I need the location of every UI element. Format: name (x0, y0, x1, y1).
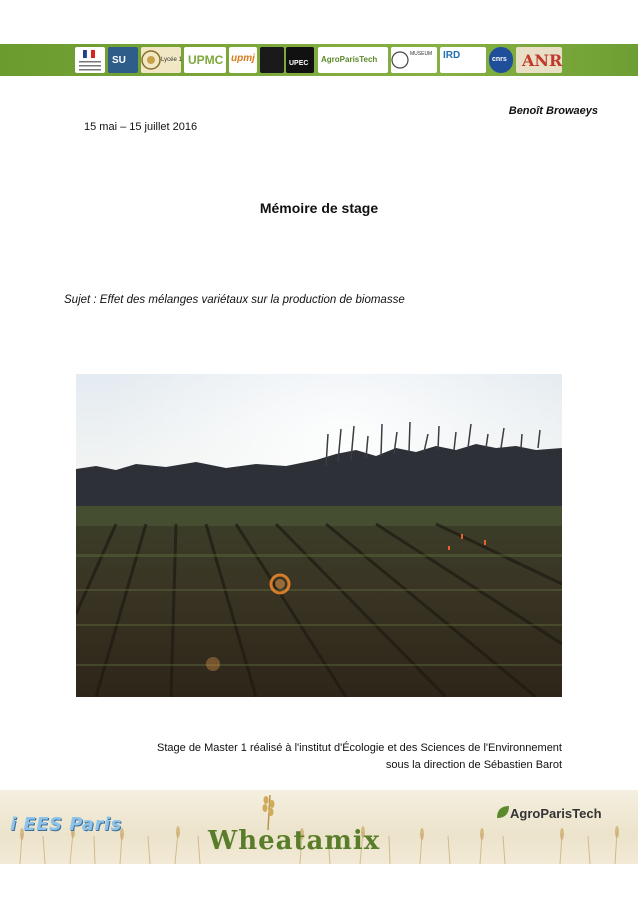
french-republic-seal-icon (75, 47, 105, 73)
subject-line: Sujet : Effet des mélanges variétaux sur la production de biomasse (64, 294, 405, 306)
upmc-logo (184, 47, 226, 73)
agroparistech-leaf-icon (495, 804, 511, 820)
french-republic-logo (75, 47, 105, 73)
museum-logo (391, 47, 437, 73)
university-dark-logo (260, 47, 284, 73)
agroparistech-footer-logo: AgroParisTech (510, 806, 602, 821)
sorbonne-logo (108, 47, 138, 73)
wheat-field-photo (76, 374, 562, 697)
lycee-logo-label: Lycée 1 (161, 57, 182, 63)
museum-logo-label: MUSEUM (410, 51, 433, 57)
agroparistech-header-label: AgroParisTech (321, 55, 378, 64)
iees-paris-logo: i EES Paris (10, 814, 122, 835)
wheat-ear-icon (263, 795, 275, 830)
agroparistech-header-logo (318, 47, 388, 73)
footer-banner (0, 790, 638, 864)
wheatamix-logo: Wheatamix (208, 826, 381, 856)
caption-line-supervisor: sous la direction de Sébastien Barot (385, 759, 562, 771)
cnrs-logo (489, 47, 513, 73)
anr-logo (516, 47, 562, 73)
lycee-logo (141, 47, 181, 73)
document-title: Mémoire de stage (259, 200, 379, 216)
upmj-logo-label: upmj (231, 53, 255, 64)
partner-logo-strip (0, 44, 638, 76)
cnrs-logo-label: cnrs (492, 56, 507, 63)
sorbonne-logo-label: SU (112, 55, 126, 66)
ird-logo (440, 47, 486, 73)
anr-logo-label: ANR (522, 51, 563, 70)
author-name: Benoît Browaeys (508, 105, 598, 117)
field-landscape-image (76, 374, 562, 697)
internship-caption (157, 740, 562, 774)
upec-logo-label: UPEC (289, 60, 309, 67)
internship-dates: 15 mai – 15 juillet 2016 (84, 121, 198, 133)
upmj-logo (229, 47, 257, 73)
ird-logo-label: IRD (443, 50, 461, 61)
upmc-logo-label: UPMC (188, 53, 224, 67)
caption-line-institute: Stage de Master 1 réalisé à l'institut d'Écologie et des Sciences de l'Environnement (157, 742, 562, 754)
upec-logo (286, 47, 314, 73)
